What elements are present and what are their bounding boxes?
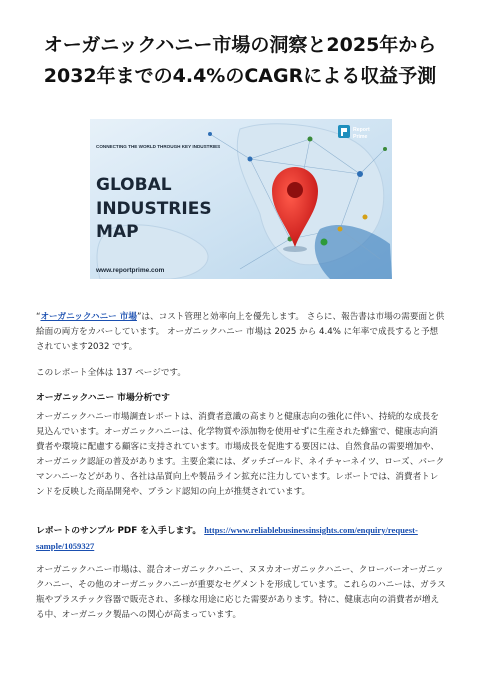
report-prime-logo bbox=[338, 125, 370, 140]
segments-paragraph: オーガニックハニー市場は、混合オーガニックハニー、ヌヌカオーガニックハニー、クローバーオーガニックハニー、その他のオーガニックハニーが重要なセグメントを形成しています。これらのハニーは、ガラス瓶やプラスチック容器で販売され、多様な用途に応じた需要があります。特に、健康志向の消費者が増える中、オーガニック製品への関心が高まっています。 bbox=[36, 565, 446, 620]
hero-tagline: CONNECTING THE WORLD THROUGH KEY INDUSTRIES bbox=[96, 144, 221, 149]
quote-open: “ bbox=[36, 312, 41, 322]
title-line-1: オーガニックハニー市場の洞察と2025年から bbox=[43, 34, 437, 56]
analysis-heading: オーガニックハニー 市場分析です bbox=[36, 393, 170, 403]
hero-headline-line-3: MAP bbox=[96, 222, 139, 242]
logo-line-2: Prime bbox=[353, 134, 368, 140]
sample-request-link[interactable]: https://www.reliablebusinessinsights.com/enquiry/request-sample/1059327 bbox=[36, 525, 418, 551]
sample-heading-text: レポートのサンプル PDF を入手します。 bbox=[36, 526, 202, 536]
hero-url: www.reportprime.com bbox=[96, 267, 165, 274]
hero-headline-line-1: GLOBAL bbox=[96, 175, 172, 195]
intro-text: は、コスト管理と効率向上を優先します。 さらに、報告書は市場の需要面と供給面の両方をカバーしています。 オーガニックハニー 市場は 2025 から 4.4% に年率で成長すると予想されています2032 です。 bbox=[36, 312, 445, 352]
quote-close: ” bbox=[136, 312, 142, 322]
hero-image bbox=[90, 119, 392, 279]
market-link[interactable]: オーガニックハニー 市場 bbox=[40, 312, 137, 322]
logo-line-1: Report bbox=[353, 127, 370, 133]
hero-headline-line-2: INDUSTRIES bbox=[96, 199, 212, 219]
pages-note: このレポート全体は 137 ページです。 bbox=[36, 368, 186, 378]
sample-heading bbox=[36, 523, 446, 555]
title-line-2: 2032年までの4.4%のCAGRによる収益予測 bbox=[43, 65, 437, 87]
intro-paragraph bbox=[36, 310, 446, 355]
page-title bbox=[20, 30, 460, 92]
global-industries-map-illustration bbox=[90, 119, 392, 279]
analysis-paragraph: オーガニックハニー市場調査レポートは、消費者意識の高まりと健康志向の強化に伴い、持続的な成長を見込んでいます。オーガニックハニーは、化学物質や添加物を使用せずに生産された蜂蜜で、健康志向消費者や環境に配慮する顧客に支持されています。市場成長を促進する要因には、自然食品の需要増加や、オーガニック認証の普及があります。主要企業には、ダッチゴールド、ネイチャーネイツ、ローズ、バークマンハニーなどがあり、各社は品質向上や製品ライン拡充に注力しています。レポートでは、消費者トレンドを反映した商品開発や、ブランド認知の向上が推奨されています。 bbox=[36, 412, 445, 497]
